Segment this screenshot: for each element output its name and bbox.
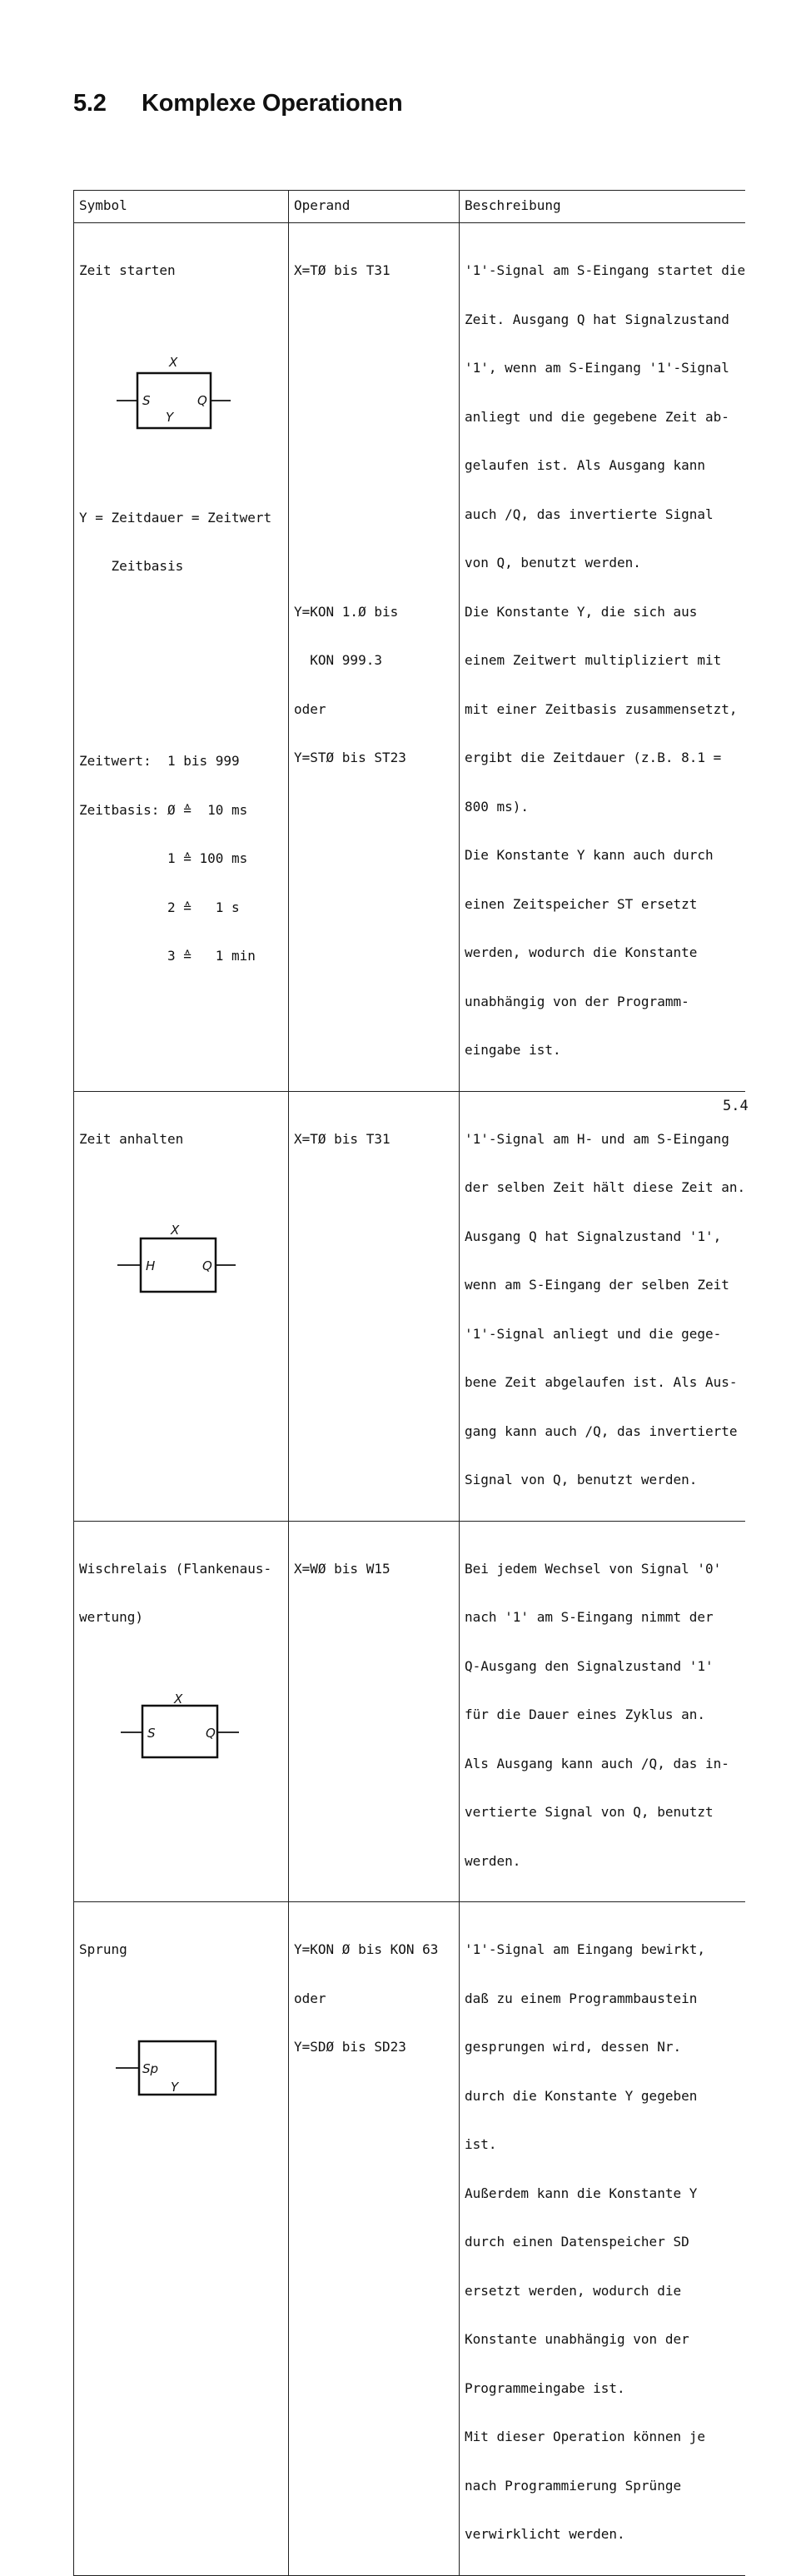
symbol-title: Zeit starten	[79, 262, 176, 278]
table-row	[74, 1902, 745, 2576]
description-line: auch /Q, das invertierte Signal	[465, 506, 714, 522]
operand-line: Y=KON Ø bis KON 63	[294, 1941, 439, 1957]
label-left: S	[142, 392, 151, 408]
description-line: Außerdem kann die Konstante Y	[465, 2185, 698, 2201]
operand-cell	[289, 223, 460, 1092]
section-number: 5.2	[73, 90, 107, 117]
description-line: durch die Konstante Y gegeben	[465, 2087, 698, 2104]
description-line: ersetzt werden, wodurch die	[465, 2282, 682, 2299]
label-right: Q	[206, 1725, 216, 1741]
description-cell	[460, 1091, 745, 1521]
timer-start-diagram	[79, 311, 283, 453]
timer-hold-diagram	[79, 1179, 283, 1328]
note-line: 2 ≙ 1 s	[79, 899, 240, 915]
description-cell	[460, 223, 745, 1092]
symbol-cell	[74, 1902, 289, 2576]
section-heading	[73, 90, 402, 117]
operand-line	[294, 409, 454, 426]
description-line: Konstante unabhängig von der	[465, 2331, 689, 2347]
label-bottom: Y	[171, 2079, 179, 2095]
description-line: ergibt die Zeitdauer (z.B. 8.1 =	[465, 750, 722, 765]
description-line: vertierte Signal von Q, benutzt	[465, 1804, 714, 1820]
description-line: einem Zeitwert multipliziert mit	[465, 652, 722, 668]
symbol-cell	[74, 223, 289, 1092]
description-line: eingabe ist.	[465, 1042, 561, 1058]
operand-cell	[289, 1091, 460, 1521]
table-header-row	[74, 191, 745, 223]
description-line: 800 ms).	[465, 798, 530, 815]
operand-cell	[289, 1902, 460, 2576]
operand-line: oder	[294, 700, 326, 717]
operand-line	[294, 555, 454, 571]
note-line	[79, 705, 283, 721]
description-line: '1', wenn am S-Eingang '1'-Signal	[465, 360, 729, 376]
operand-line	[294, 457, 454, 474]
operand-line: oder	[294, 1990, 326, 2006]
description-line: werden.	[465, 1852, 521, 1869]
operand-line: X=TØ bis T31	[294, 1130, 391, 1147]
symbol-title: Wischrelais (Flankenaus-	[79, 1560, 272, 1577]
description-line: Zeit. Ausgang Q hat Signalzustand	[465, 311, 729, 327]
description-line: daß zu einem Programmbaustein	[465, 1990, 698, 2006]
header-operand: Operand	[289, 191, 460, 223]
description-line: werden, wodurch die Konstante	[465, 944, 698, 960]
symbol-cell	[74, 1521, 289, 1902]
symbol-title: Sprung	[79, 1941, 127, 1957]
note-line: Zeitbasis	[79, 558, 184, 574]
label-top: X	[171, 1223, 180, 1238]
description-cell	[460, 1521, 745, 1902]
label-right: Q	[197, 392, 207, 408]
operand-line: Y=SDØ bis SD23	[294, 2039, 406, 2055]
description-line: Bei jedem Wechsel von Signal '0'	[465, 1560, 722, 1577]
note-line: 1 ≙ 100 ms	[79, 850, 248, 866]
section-title: Komplexe Operationen	[142, 90, 403, 117]
description-line: Als Ausgang kann auch /Q, das in-	[465, 1755, 729, 1771]
label-left: S	[147, 1725, 156, 1741]
description-line: von Q, benutzt werden.	[465, 555, 641, 571]
description-line: gang kann auch /Q, das invertierte	[465, 1423, 738, 1439]
symbol-cell	[74, 1091, 289, 1521]
description-line: unabhängig von der Programm-	[465, 993, 689, 1009]
operand-line: X=TØ bis T31	[294, 262, 391, 278]
description-line: '1'-Signal am Eingang bewirkt,	[465, 1941, 705, 1957]
table-row	[74, 1521, 745, 1902]
description-line: Ausgang Q hat Signalzustand '1',	[465, 1228, 722, 1244]
description-cell	[460, 1902, 745, 2576]
description-line: der selben Zeit hält diese Zeit an.	[465, 1179, 746, 1195]
label-bottom: Y	[166, 409, 174, 425]
label-left: Sp	[142, 2060, 159, 2076]
note-line: Zeitbasis: Ø ≙ 10 ms	[79, 801, 248, 818]
description-line: ist.	[465, 2136, 497, 2152]
label-top: X	[169, 354, 178, 370]
operand-line	[294, 311, 454, 328]
note-line: 3 ≙ 1 min	[79, 948, 256, 964]
label-top: X	[174, 1691, 183, 1707]
note-line	[79, 607, 283, 624]
description-line: Signal von Q, benutzt werden.	[465, 1472, 698, 1487]
table-row	[74, 223, 745, 1092]
header-symbol: Symbol	[74, 191, 289, 223]
operand-line	[294, 506, 454, 523]
description-line: nach '1' am S-Eingang nimmt der	[465, 1609, 714, 1625]
operand-line	[294, 360, 454, 376]
wiper-relay-diagram	[79, 1658, 283, 1793]
label-right: Q	[202, 1258, 212, 1273]
description-line: Mit dieser Operation können je	[465, 2429, 705, 2444]
note-line: Zeitwert: 1 bis 999	[79, 753, 240, 769]
symbol-title: wertung)	[79, 1609, 144, 1625]
note-line: Y = Zeitdauer = Zeitwert	[79, 509, 272, 526]
description-line: gelaufen ist. Als Ausgang kann	[465, 457, 705, 473]
description-line: '1'-Signal am H- und am S-Eingang	[465, 1130, 729, 1147]
description-line: anliegt und die gegebene Zeit ab-	[465, 408, 729, 425]
description-line: Die Konstante Y kann auch durch	[465, 847, 714, 863]
description-line: Programmeingabe ist.	[465, 2379, 625, 2396]
jump-diagram	[79, 1991, 283, 2130]
symbol-title: Zeit anhalten	[79, 1130, 184, 1147]
description-line: mit einer Zeitbasis zusammensetzt,	[465, 700, 738, 717]
description-line: verwirklicht werden.	[465, 2526, 625, 2542]
operand-line: X=WØ bis W15	[294, 1560, 391, 1577]
description-line: '1'-Signal anliegt und die gege-	[465, 1325, 722, 1342]
description-line: für die Dauer eines Zyklus an.	[465, 1707, 705, 1722]
page-number: 5.4	[723, 1098, 749, 1114]
table-row	[74, 1091, 745, 1521]
description-line: einen Zeitspeicher ST ersetzt	[465, 895, 698, 912]
description-line: wenn am S-Eingang der selben Zeit	[465, 1277, 729, 1293]
operand-cell	[289, 1521, 460, 1902]
description-line: bene Zeit abgelaufen ist. Als Aus-	[465, 1374, 738, 1390]
description-line: gesprungen wird, dessen Nr.	[465, 2039, 682, 2055]
description-line: '1'-Signal am S-Eingang startet die	[465, 262, 746, 278]
operand-line: KON 999.3	[294, 652, 382, 668]
operations-table	[73, 190, 745, 2576]
description-line: nach Programmierung Sprünge	[465, 2477, 682, 2494]
note-line	[79, 655, 283, 672]
description-line: Die Konstante Y, die sich aus	[465, 603, 698, 620]
description-line: durch einen Datenspeicher SD	[465, 2234, 689, 2250]
label-left: H	[146, 1258, 156, 1273]
header-description: Beschreibung	[460, 191, 745, 223]
operand-line: Y=STØ bis ST23	[294, 750, 406, 765]
description-line: Q-Ausgang den Signalzustand '1'	[465, 1657, 714, 1674]
operand-line: Y=KON 1.Ø bis	[294, 603, 399, 620]
